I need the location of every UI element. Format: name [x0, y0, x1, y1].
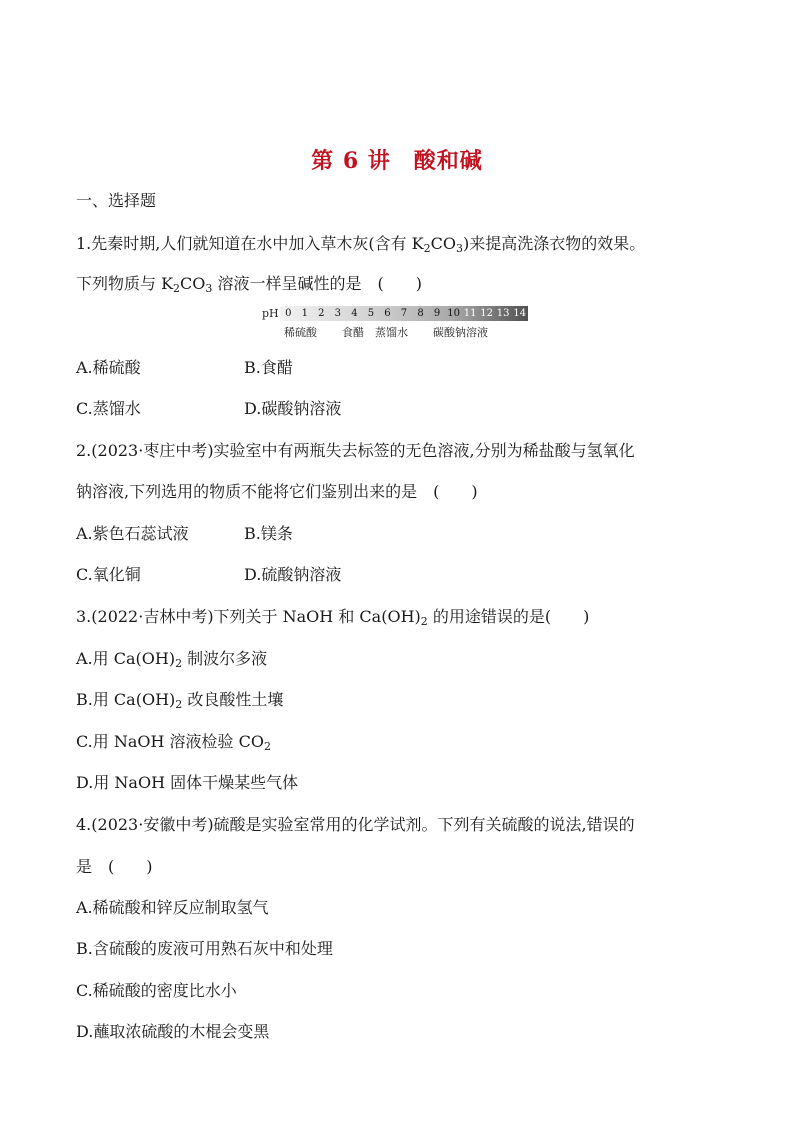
ph-tick: 8 [417, 308, 424, 319]
ph-tick: 5 [367, 308, 375, 319]
ph-tick: 9 [433, 308, 441, 319]
ph-tick: 4 [351, 308, 358, 319]
question-1-option-b: B.食醋 [244, 358, 293, 377]
ph-scale-figure [262, 306, 532, 340]
ph-tick: 11 [463, 308, 477, 319]
ph-tick: 10 [447, 308, 460, 319]
ph-sub-label: 蒸馏水 [375, 326, 408, 339]
question-1-option-d: D.碳酸钠溶液 [244, 399, 342, 418]
ph-sub-label: 食醋 [342, 326, 364, 339]
question-1-option-c: C.蒸馏水 [76, 399, 141, 418]
ph-tick: 1 [301, 308, 308, 319]
ph-tick: 14 [513, 308, 527, 319]
ph-tick: 0 [285, 308, 292, 319]
ph-sub-label: 稀硫酸 [284, 326, 317, 339]
question-4-option-b: B.含硫酸的废液可用熟石灰中和处理 [76, 939, 333, 958]
question-1-option-a: A.稀硫酸 [76, 358, 141, 377]
ph-bar [280, 306, 528, 321]
ph-tick: 3 [334, 308, 342, 319]
section-heading: 一、选择题 [76, 191, 157, 210]
question-1-line-1: 1.先秦时期,人们就知道在水中加入草木灰(含有 $K_2CO_3$)来提高洗涤衣物的效果。 [76, 234, 646, 255]
question-2-line-2: 钠溶液,下列选用的物质不能将它们鉴别出来的是 ( ) [76, 482, 478, 501]
question-1-line-2: 下列物质与 $K_2CO_3$ 溶液一样呈碱性的是 ( ) [76, 274, 422, 295]
question-3-option-c: C.用 NaOH 溶液检验 $CO_2$ [76, 732, 271, 753]
ph-tick: 2 [318, 308, 325, 319]
question-4-line-1: 4.(2023·安徽中考)硫酸是实验室常用的化学试剂。下列有关硫酸的说法,错误的 [76, 815, 635, 834]
ph-label: pH [262, 307, 279, 320]
question-3-option-d: D.用 NaOH 固体干燥某些气体 [76, 773, 299, 792]
question-2-option-d: D.硫酸钠溶液 [244, 565, 342, 584]
question-2-option-c: C.氧化铜 [76, 565, 141, 584]
ph-tick: 6 [384, 308, 391, 319]
question-3-line-1: 3.(2022·吉林中考)下列关于 NaOH 和 $Ca(OH)_2$ 的用途错误的是( ) [76, 607, 590, 628]
ph-sub-label: 碳酸钠溶液 [433, 326, 488, 339]
question-4-option-c: C.稀硫酸的密度比水小 [76, 981, 237, 1000]
question-2-option-a: A.紫色石蕊试液 [76, 524, 189, 543]
page-title: 第 6 讲 酸和碱 [311, 148, 483, 174]
question-4-line-2: 是 ( ) [76, 857, 153, 876]
question-2-line-1: 2.(2023·枣庄中考)实验室中有两瓶失去标签的无色溶液,分别为稀盐酸与氢氧化 [76, 441, 635, 460]
ph-tick: 13 [496, 308, 510, 319]
question-3-option-a: A.用 $Ca(OH)_2$ 制波尔多液 [76, 649, 268, 670]
question-4-option-a: A.稀硫酸和锌反应制取氢气 [76, 898, 269, 917]
ph-tick: 12 [480, 308, 493, 319]
question-4-option-d: D.蘸取浓硫酸的木棍会变黑 [76, 1022, 270, 1041]
question-2-option-b: B.镁条 [244, 524, 293, 543]
question-3-option-b: B.用 $Ca(OH)_2$ 改良酸性土壤 [76, 690, 284, 711]
ph-tick: 7 [400, 308, 408, 319]
